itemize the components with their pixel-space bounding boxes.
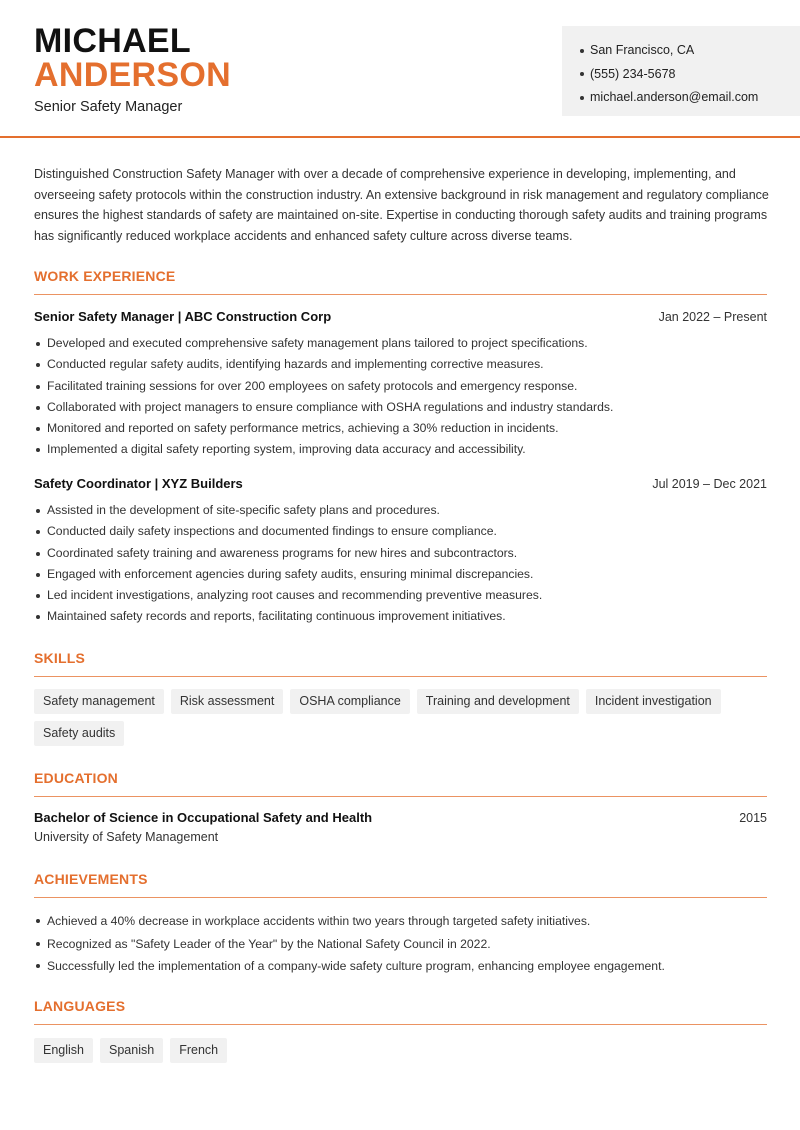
job-role: Safety Coordinator | XYZ Builders (34, 476, 243, 491)
list-item: Led incident investigations, analyzing root causes and recommending preventive measures. (34, 585, 767, 606)
section-title-languages: LANGUAGES (34, 998, 126, 1014)
skill-tag: Risk assessment (171, 689, 283, 714)
list-item: Maintained safety records and reports, facilitating continuous improvement initiatives. (34, 606, 767, 627)
section-title-work: WORK EXPERIENCE (34, 268, 176, 284)
contact-phone (580, 63, 800, 87)
list-item: Developed and executed comprehensive safety management plans tailored to project specifications. (34, 333, 767, 354)
skills-list (34, 689, 767, 753)
section-title-education: EDUCATION (34, 770, 118, 786)
education-header (34, 810, 767, 825)
contact-email (580, 86, 800, 110)
skill-tag: Safety management (34, 689, 164, 714)
education-year: 2015 (739, 811, 767, 825)
list-item: Monitored and reported on safety performance metrics, achieving a 30% reduction in incidents. (34, 418, 767, 439)
list-item: Conducted regular safety audits, identifying hazards and implementing corrective measures. (34, 354, 767, 375)
list-item: Coordinated safety training and awareness programs for new hires and subcontractors. (34, 543, 767, 564)
job-dates: Jul 2019 – Dec 2021 (652, 477, 767, 491)
section-divider (34, 897, 767, 898)
first-name: MICHAEL (34, 22, 191, 60)
contact-box (562, 26, 800, 116)
achievement-bullets (34, 910, 767, 978)
bullet-icon (580, 49, 584, 53)
education-degree: Bachelor of Science in Occupational Safety and Health (34, 810, 373, 825)
list-item: Conducted daily safety inspections and documented findings to ensure compliance. (34, 521, 767, 542)
header-divider (0, 136, 800, 138)
list-item: Collaborated with project managers to ensure compliance with OSHA regulations and industry standards. (34, 397, 767, 418)
language-tag: Spanish (100, 1038, 163, 1063)
language-tag: English (34, 1038, 93, 1063)
language-tag: French (170, 1038, 227, 1063)
job-dates: Jan 2022 – Present (658, 310, 767, 324)
list-item: Engaged with enforcement agencies during safety audits, ensuring minimal discrepancies. (34, 564, 767, 585)
bullet-icon (580, 96, 584, 100)
skill-tag: OSHA compliance (290, 689, 409, 714)
contact-location-text: San Francisco, CA (590, 43, 695, 57)
job-bullets (34, 333, 767, 461)
job-header (34, 309, 767, 324)
list-item: Assisted in the development of site-specific safety plans and procedures. (34, 500, 767, 521)
section-divider (34, 294, 767, 295)
list-item: Implemented a digital safety reporting system, improving data accuracy and accessibility. (34, 439, 767, 460)
list-item: Recognized as "Safety Leader of the Year" by the National Safety Council in 2022. (34, 933, 767, 956)
last-name: ANDERSON (34, 56, 231, 94)
skill-tag: Incident investigation (586, 689, 721, 714)
list-item: Achieved a 40% decrease in workplace accidents within two years through targeted safety initiatives. (34, 910, 767, 933)
section-title-skills: SKILLS (34, 650, 85, 666)
list-item: Successfully led the implementation of a company-wide safety culture program, enhancing employee engagement. (34, 955, 767, 978)
job-header (34, 476, 767, 491)
bullet-icon (580, 72, 584, 76)
education-school: University of Safety Management (34, 830, 219, 844)
job-bullets (34, 500, 767, 628)
contact-email-text: michael.anderson@email.com (590, 90, 759, 104)
section-title-achievements: ACHIEVEMENTS (34, 871, 148, 887)
section-divider (34, 796, 767, 797)
summary: Distinguished Construction Safety Manager with over a decade of comprehensive experience in developing, implementing, and overseeing safety protocols within the construction industry. An extensive background in risk management and regulatory compliance ensures the highest standards of safety are maintained on-site. Expertise in conducting thorough safety audits and training programs has significantly reduced workplace accidents and enhanced safety culture across diverse teams. (34, 167, 769, 244)
skill-tag: Training and development (417, 689, 579, 714)
contact-phone-text: (555) 234-5678 (590, 66, 676, 81)
section-divider (34, 676, 767, 677)
job-role: Senior Safety Manager | ABC Construction Corp (34, 309, 332, 324)
resume-header (0, 0, 800, 138)
skill-tag: Safety audits (34, 721, 124, 746)
contact-location (580, 39, 800, 63)
languages-list (34, 1038, 767, 1070)
job-title: Senior Safety Manager (34, 99, 183, 115)
section-divider (34, 1024, 767, 1025)
list-item: Facilitated training sessions for over 200 employees on safety protocols and emergency response. (34, 376, 767, 397)
